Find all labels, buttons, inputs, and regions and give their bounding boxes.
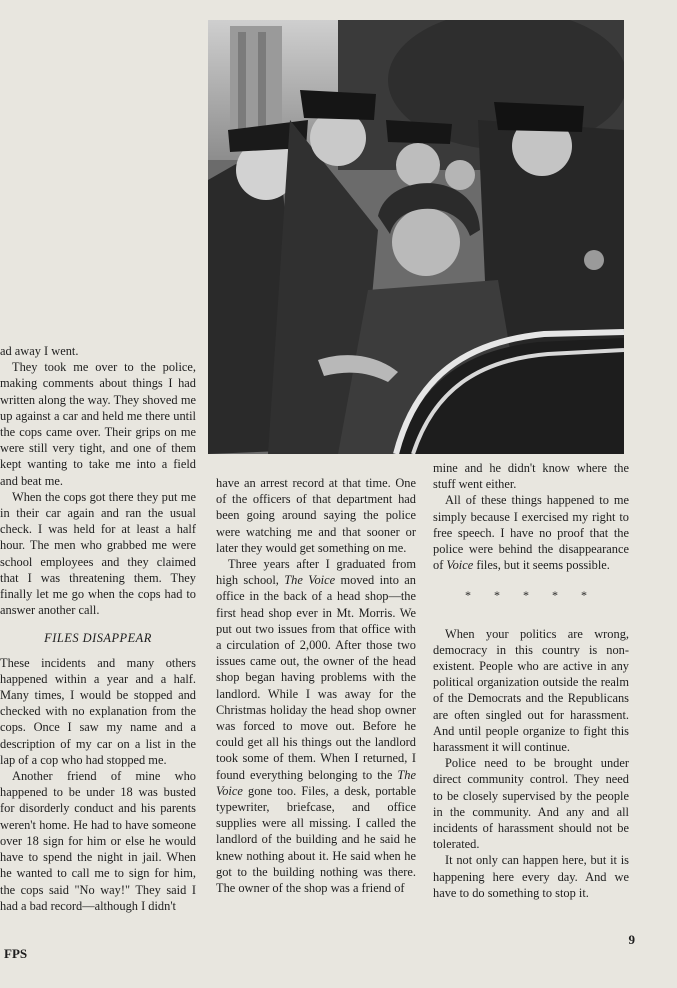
article-column-3 <box>433 460 629 901</box>
paragraph: ad away I went. <box>0 344 79 358</box>
text-run: moved into an office in the back of a head shop—the first head shop ever in Mt. Morris. We put out two issues from that office with a circulation of 2,000. After those two issues came out, the owner of the head shop began having problems with the landlord. While I was away for the Christmas holiday the head shop owner was forced to move out. Before he could get all his things out the landlord took some of them. When I returned, I found everything belonging to the <box>216 573 417 782</box>
paragraph: They took me over to the police, making comments about things I had written along the way. They shoved me up against a car and held me there until the cops came over. Their grips on me were still very tight, and one of them kept wanting to take me into a field and beat me. <box>0 360 196 488</box>
paragraph: It not only can happen here, but it is happening here every day. And we have to do something to stop it. <box>433 853 629 900</box>
paragraph: have an arrest record at that time. One of the officers of that department had been going around saying the police were watching me and that sooner or later they would get something on me. <box>216 476 416 555</box>
paragraph: Another friend of mine who happened to be under 18 was busted for disorderly conduct and his parents weren't home. He had to have someone over 18 sign for him or else he would have to spend the night in jail. When he wanted to call me to sign for him, the cops said "No way!" They said I had a bad record—although I didn't <box>0 769 196 913</box>
text-run: gone too. Files, a desk, portable typewriter, briefcase, and office supplies were all missing. I called the landlord of the building and he said he knew nothing about it. He said when he got to the building nothing was there. The owner of the shop was a friend of <box>216 783 416 896</box>
paragraph <box>433 492 629 573</box>
paragraph: When your politics are wrong, democracy in this country is non-existent. People who are active in any political organization outside the realm of the Democrats and the Republicans are often singled out for harassment. And until people organize to fight this harassment it will continue. <box>433 626 629 755</box>
paragraph: When the cops got there they put me in their car again and ran the usual check. I was held for at least a half hour. The men who grabbed me were school employees and they claimed that I was threatening them. They finally let me go when the cops had to answer another call. <box>0 489 196 618</box>
paragraph <box>216 556 416 896</box>
footer-label: FPS <box>4 946 28 961</box>
article-column-2 <box>216 475 416 896</box>
section-heading: FILES DISAPPEAR <box>44 631 152 646</box>
article-column-1 <box>0 343 196 914</box>
photo-police-confrontation <box>208 20 624 454</box>
publication-title: Voice <box>446 558 474 573</box>
publication-title: The Voice <box>284 573 336 588</box>
paragraph: Police need to be brought under direct community control. They need to be closely supervised by the people in the community. And any and all incidents of harassment should not be tolerated. <box>433 756 629 852</box>
paragraph: These incidents and many others happened within a year and a half. Many times, I would be stopped and checked with no explanation from the cops. Once I saw my name and a description of my car on a list in the lap of a cop who had stopped me. <box>0 655 196 767</box>
paragraph: mine and he didn't know where the stuff went either. <box>433 461 629 492</box>
text-run: files, but it seems possible. <box>473 558 610 573</box>
text-run: Three years after I graduated from high school, <box>216 557 416 588</box>
page-number: 9 <box>628 932 635 947</box>
publication-title: The Voice <box>216 767 416 798</box>
section-divider: * * * * * <box>465 588 597 603</box>
photo-illustration <box>208 20 624 454</box>
text-run: All of these things happened to me simply because I exercised my right to free speech. I have no proof that the police were behind the disappearance of <box>433 493 629 573</box>
